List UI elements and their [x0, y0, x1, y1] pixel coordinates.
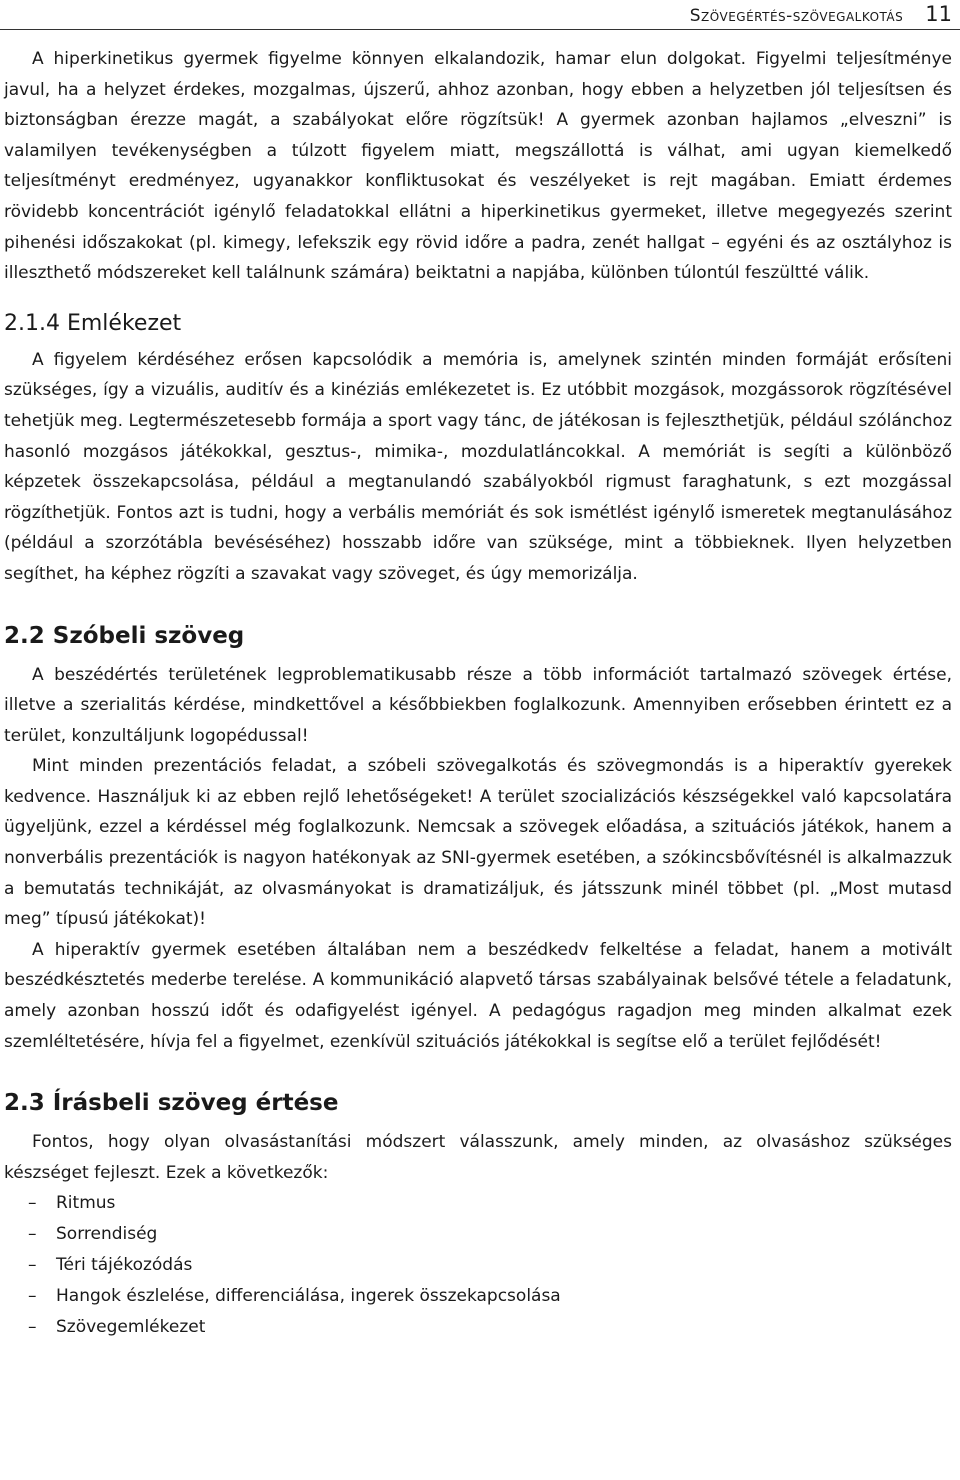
intro-paragraph: A hiperkinetikus gyermek figyelme könnyen elkalandozik, hamar elun dolgokat. Figyelmi teljesítménye javul, ha a helyzet érdekes, mozgalmas, újszerű, ahhoz azonban, hogy ebben a helyzetben jól teljesítsen és biztonságban érezze magát, a szabályokat előre rögzítsük! A gyermek azonban hajlamos „elveszni” is valamilyen tevékenységben a túlzott figyelem miatt, megszállottá is válhat, ami ugyan kiemelkedő teljesítményt eredményez, ugyanakkor konfliktusokat és veszélyeket is rejt magában. Emiatt érdemes rövidebb koncentrációt igénylő feladatokkal ellátni a hiperkinetikus gyermeket, illetve megegyezés szerint pihenési időszakokat (pl. kimegy, lefekszik egy rövid időre a padra, zenét hallgat – egyéni és az osztályhoz is illeszthető módszereket kell találnunk számára) beiktatni a napjába, különben túlontúl feszültté válik. — [4, 49, 952, 284]
section-heading-written-text: 2.3 Írásbeli szöveg értése — [4, 1090, 339, 1117]
header-divider — [0, 29, 960, 30]
list-item: – Sorrendiség — [4, 1219, 952, 1250]
list-item: – Hangok észlelése, differenciálása, ingerek összekapcsolása — [4, 1281, 952, 1312]
oral-text-paragraph: Mint minden prezentációs feladat, a szóbeli szövegalkotás és szövegmondás is a hiperaktív gyerekek kedvence. Használjuk ki az ebben rejlő lehetőségeket! A terület szocializációs készségekkel való kapcsolatára ügyeljünk, ezzel a kérdéssel még foglalkozunk. Nemcsak a szövegek előadása, a szituációs játékok, hanem a nonverbális prezentációk is nagyon hatékonyak az SNI-gyermek esetében, a szókincsbővítésnél is alkalmazzuk a bemutatás technikáját, az olvasmányokat is dramatizáljuk, és játsszunk minél többet (pl. „Most mutasd meg” típusú játékokat)! — [4, 756, 952, 930]
list-item: – Ritmus — [4, 1188, 952, 1219]
oral-text-paragraph: A hiperaktív gyermek esetében általában nem a beszédkedv felkeltése a feladat, hanem a motivált beszédkésztetés mederbe terelése. A kommunikáció alapvető társas szabályainak belsővé tétele a feladatunk, amely azonban hosszú időt és odafigyelést igényel. A pedagógus ragadjon meg minden alkalmat ezek szemléltetésére, hívja fel a figyelmet, ezenkívül szituációs játékokkal is segítse elő a terület fejlődését! — [4, 939, 952, 1052]
list-item: – Téri tájékozódás — [4, 1250, 952, 1281]
page-content — [4, 44, 952, 1343]
section-heading-memory: 2.1.4 Emlékezet — [4, 310, 182, 336]
oral-text-paragraph: A beszédértés területének legproblematikusabb része a több információt tartalmazó szövegek értése, illetve a szerialitás kérdése, mindkettővel a későbbiekben foglalkozunk. Amennyiben erősebben érintett ez a terület, konzultáljunk logopédussal! — [4, 664, 952, 746]
written-text-paragraph: Fontos, hogy olyan olvasástanítási módszert válasszunk, amely minden, az olvasáshoz szükséges készséget fejleszt. Ezek a következők: — [4, 1132, 952, 1183]
page-header — [690, 2, 952, 28]
list-item: – Szövegemlékezet — [4, 1312, 952, 1343]
skills-list — [4, 1188, 952, 1343]
section-heading-oral-text: 2.2 Szóbeli szöveg — [4, 622, 245, 649]
memory-paragraph: A figyelem kérdéséhez erősen kapcsolódik a memória is, amelynek szintén minden formáját erősíteni szükséges, így a vizuális, auditív és a kinéziás emlékezetet is. Ez utóbbit mozgások, mozgássorok rögzítésével tehetjük meg. Legtermészetesebb formája a sport vagy tánc, de játékosan is fejleszthetjük, például szólánchoz hasonló mozgásos játékokkal, gesztus-, mimika-, mozdulatláncokkal. A memóriát is segíti a különböző képzetek összekapcsolása, például a megtanulandó szabályokból rigmust faraghatunk, s ezt mozgással rögzíthetjük. Fontos azt is tudni, hogy a verbális memóriát és sok ismétlést igénylő ismeretek megtanulásához (például a szorzótábla bevéséséhez) hosszabb időre van szüksége, mint a többieknek. Ilyen helyzetben segíthet, ha képhez rögzíti a szavakat vagy szöveget, és úgy memorizálja. — [4, 349, 952, 584]
page-number: 11 — [925, 2, 952, 26]
running-title: Szövegértés-szövegalkotás — [689, 6, 904, 26]
